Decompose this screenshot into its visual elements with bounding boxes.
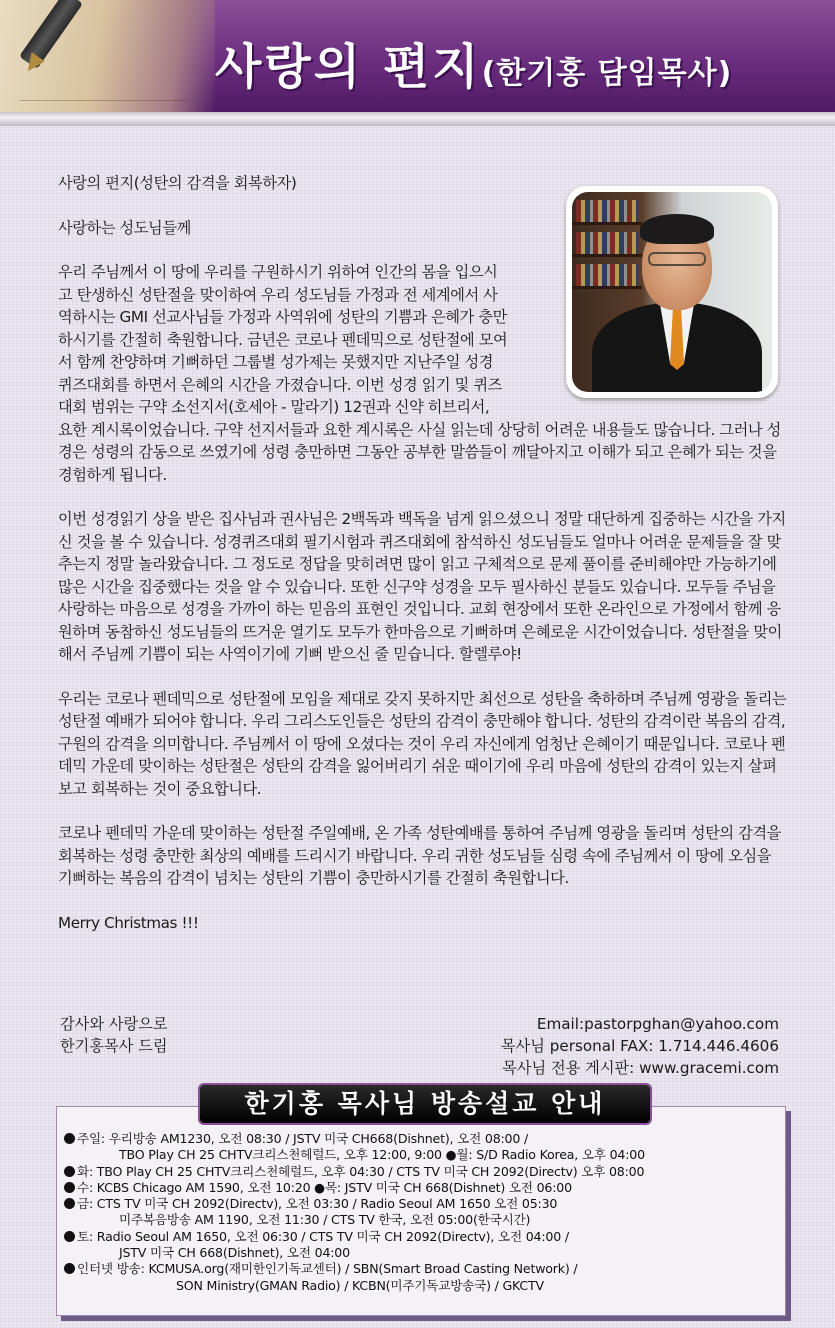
handwriting-decoration (20, 60, 190, 101)
broadcast-row (64, 1212, 784, 1228)
broadcast-row (64, 1147, 784, 1163)
letter-heading: 사랑의 편지(성탄의 감격을 회복하자) (58, 174, 297, 192)
paragraph-3: 우리는 코로나 펜데믹으로 성탄절에 모임을 제대로 갖지 못하지만 최선으로 성탄을 축하하며 주님께 영광을 돌리는 성탄절 예배가 되어야 합니다. 우리 그리스도인들은 성탄의 감격이 충만해야 합니다. 성탄의 감격이란 복음의 감격, 구원의 감격을 의미합니다. 주님께서 이 땅에 오셨다는 것이 우리 자신에게 엄청난 은혜이기 때문입니다. 코로나 펜데믹 가운데 맞이하는 성탄절은 성탄의 감격을 잃어버리기 쉬운 때이기에 우리 마음에 성탄의 감격이 있는지 살펴보고 회복하는 것이 중요합니다. (58, 689, 787, 798)
paragraph-1-wide: 요한 계시록이었습니다. 구약 선지서들과 요한 계시록은 사실 읽는데 상당히 어려운 내용들도 많습니다. 그러나 성경은 성령의 감동으로 쓰였기에 성령 충만하면 그동안 공부한 말씀들이 깨달아지고 이해가 되고 은혜가 되는 것을 경험하게 됩니다. (58, 420, 781, 484)
bullet-icon (64, 1182, 75, 1193)
broadcast-row (64, 1229, 784, 1245)
paragraph-1-narrow (58, 261, 563, 419)
broadcast-row-text: 미주복음방송 AM 1190, 오전 11:30 / CTS TV 한국, 오전 05:00(한국시간) (119, 1212, 531, 1228)
broadcast-row (64, 1245, 784, 1261)
paragraph-4: 코로나 펜데믹 가운데 맞이하는 성탄절 주일예배, 온 가족 성탄예배를 통하여 주님께 영광을 돌리며 성탄의 감격을 회복하는 성령 충만한 최상의 예배를 드리시기 바랍니다. 우리 귀한 성도님들 심령 속에 주님께서 이 땅에 오심을 기뻐하는 복음의 감격이 넘치는 성탄의 기쁨이 충만하시기를 간절히 축원합니다. (58, 824, 781, 887)
broadcast-row (64, 1196, 784, 1212)
letter-body (58, 172, 788, 956)
broadcast-row (64, 1131, 784, 1147)
text-line: 대회 범위는 구약 소선지서(호세아 - 말라기) 12권과 신약 히브리서, (58, 398, 490, 416)
broadcast-row-text: 금: CTS TV 미국 CH 2092(Directv), 오전 03:30 / Radio Seoul AM 1650 오전 05:30 (77, 1196, 558, 1212)
signature-line-1: 감사와 사랑으로 (60, 1015, 168, 1033)
text-line: 하시기를 간절히 축원합니다. 금년은 코로나 펜데믹으로 성탄절에 모여 (58, 330, 508, 349)
text-line: 서 함께 찬양하며 기뻐하던 그룹별 성가제는 못했지만 지난주일 성경 (58, 353, 494, 371)
broadcast-row-text: 수: KCBS Chicago AM 1590, 오전 10:20 ●목: JSTV 미국 CH 668(Dishnet) 오전 06:00 (77, 1179, 572, 1195)
broadcast-row-text: 주일: 우리방송 AM1230, 오전 08:30 / JSTV 미국 CH668(Dishnet), 오전 08:00 / (77, 1131, 529, 1146)
closing-greeting: Merry Christmas !!! (58, 913, 199, 932)
broadcast-row-text: 화: TBO Play CH 25 CHTV크리스천헤럴드, 오후 04:30 / CTS TV 미국 CH 2092(Directv) 오후 08:00 (77, 1163, 645, 1179)
header-banner (0, 0, 835, 112)
text-line: 역하시는 GMI 선교사님들 가정과 사역위에 성탄의 기쁨과 은혜가 충만 (58, 308, 507, 326)
broadcast-title: 한기홍 목사님 방송설교 안내 (200, 1085, 650, 1123)
header-divider (0, 112, 835, 126)
signature-line-2: 한기홍목사 드림 (60, 1037, 168, 1055)
broadcast-row (64, 1278, 784, 1294)
broadcast-row-text: SON Ministry(GMAN Radio) / KCBN(미주기독교방송국) / GKCTV (176, 1277, 544, 1293)
text-line: 고 탄생하신 성탄절을 맞이하여 우리 성도님들 가정과 전 세계에서 사 (58, 285, 498, 304)
text-line: 우리 주님께서 이 땅에 우리를 구원하시기 위하여 인간의 몸을 입으시 (58, 263, 498, 281)
contact-email[interactable]: Email:pastorpghan@yahoo.com (536, 1015, 779, 1033)
signature-block (60, 1013, 320, 1057)
contact-fax: 목사님 personal FAX: 1.714.446.4606 (500, 1037, 779, 1055)
broadcast-row-text: JSTV 미국 CH 668(Dishnet), 오전 04:00 (119, 1245, 350, 1261)
broadcast-list (64, 1131, 784, 1294)
text-line: 퀴즈대회를 하면서 은혜의 시간을 가졌습니다. 이번 성경 읽기 및 퀴즈 (58, 375, 502, 394)
title-subtitle: (한기홍 담임목사) (481, 56, 733, 91)
paragraph-1 (58, 261, 788, 486)
title-text: 사랑의 편지 (215, 39, 482, 95)
bullet-icon (64, 1198, 75, 1209)
bullet-icon (64, 1231, 75, 1242)
contact-block (359, 1013, 779, 1079)
broadcast-row (64, 1164, 784, 1180)
broadcast-row (64, 1180, 784, 1196)
bullet-icon (64, 1263, 75, 1274)
broadcast-row-text: TBO Play CH 25 CHTV크리스천헤럴드, 오후 12:00, 9:00 ●월: S/D Radio Korea, 오후 04:00 (119, 1147, 645, 1163)
pen-writing-image (0, 0, 215, 112)
broadcast-row (64, 1261, 784, 1277)
bullet-icon (64, 1133, 75, 1144)
letter-greeting: 사랑하는 성도님들께 (58, 218, 191, 237)
contact-board[interactable]: 목사님 전용 게시판: www.gracemi.com (502, 1059, 779, 1077)
page-title (215, 28, 732, 97)
paragraph-2: 이번 성경읽기 상을 받은 집사님과 권사님은 2백독과 백독을 넘게 읽으셨으니 정말 대단하게 집중하는 시간을 가지신 것을 볼 수 있습니다. 성경퀴즈대회 필기시험과 퀴즈대회에 참석하신 성도님들도 얼마나 어려운 문제들을 잘 맞추는지 정말 놀라왔습니다. 그 정도로 정답을 맞히려면 많이 읽고 구체적으로 문제 풀이를 준비해야만 가능하기에 많은 시간을 집중했다는 것을 알 수 있습니다. 또한 신구약 성경을 모두 필사하신 분들도 있습니다. 모두들 주님을 사랑하는 마음으로 성경을 가까이 하는 믿음의 표현인 것입니다. 교회 현장에서 또한 온라인으로 가정에서 함께 응원하며 동참하신 성도님들의 뜨거운 열기도 모두가 한마음으로 기뻐하며 은혜로운 시간이었습니다. 성탄절을 맞이해서 주님께 기쁨이 되는 사역이기에 기뻐 받으신 줄 믿습니다. 할렐루야! (58, 510, 786, 663)
broadcast-row-text: 인터넷 방송: KCMUSA.org(재미한인기독교센터) / SBN(Smart Broad Casting Network) / (77, 1261, 578, 1277)
broadcast-row-text: 토: Radio Seoul AM 1650, 오전 06:30 / CTS TV 미국 CH 2092(Directv), 오전 04:00 / (77, 1228, 569, 1244)
bullet-icon (64, 1166, 75, 1177)
